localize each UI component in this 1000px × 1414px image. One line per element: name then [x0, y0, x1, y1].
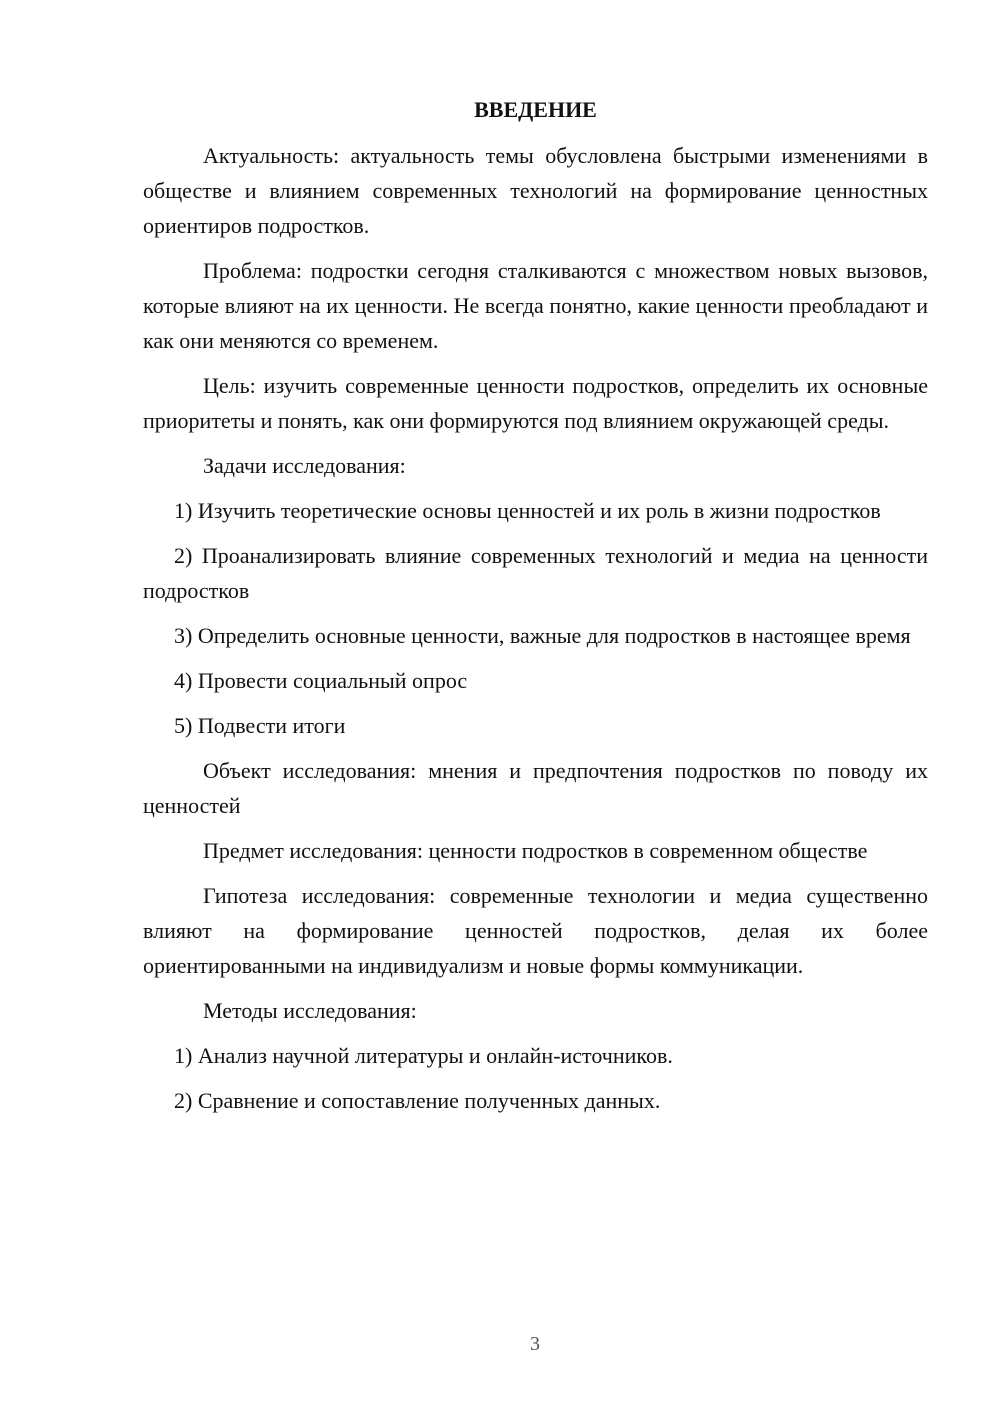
task-item-2: 2) Проанализировать влияние современных технологий и медиа на ценности подростков [143, 543, 928, 603]
page-content [143, 92, 928, 1128]
methods-heading: Методы исследования: [203, 998, 417, 1023]
task-item-1: 1) Изучить теоретические основы ценностей и их роль в жизни подростков [174, 498, 881, 523]
problem-paragraph: Проблема: подростки сегодня сталкиваются с множеством новых вызовов, которые влияют на их ценности. Не всегда понятно, какие ценности преобладают и как они меняются со временем. [143, 258, 928, 353]
page-number: 3 [530, 1333, 540, 1355]
goal-paragraph: Цель: изучить современные ценности подростков, определить их основные приоритеты и понять, как они формируются под влиянием окружающей среды. [143, 373, 928, 433]
page-title: ВВЕДЕНИЕ [474, 97, 597, 122]
method-item-2: 2) Сравнение и сопоставление полученных данных. [174, 1088, 661, 1113]
relevance-paragraph: Актуальность: актуальность темы обусловлена быстрыми изменениями в обществе и влиянием современных технологий на формирование ценностных ориентиров подростков. [143, 143, 928, 238]
task-item-4: 4) Провести социальный опрос [174, 668, 468, 693]
method-item-1: 1) Анализ научной литературы и онлайн-источников. [174, 1043, 673, 1068]
task-item-3: 3) Определить основные ценности, важные для подростков в настоящее время [174, 623, 911, 648]
subject-paragraph: Предмет исследования: ценности подростков в современном обществе [203, 838, 868, 863]
hypothesis-paragraph: Гипотеза исследования: современные технологии и медиа существенно влияют на формирование ценностей подростков, делая их более ориентированными на индивидуализм и новые формы коммуникации. [143, 883, 928, 978]
tasks-heading: Задачи исследования: [203, 453, 406, 478]
object-paragraph: Объект исследования: мнения и предпочтения подростков по поводу их ценностей [143, 758, 928, 818]
task-item-5: 5) Подвести итоги [174, 713, 346, 738]
